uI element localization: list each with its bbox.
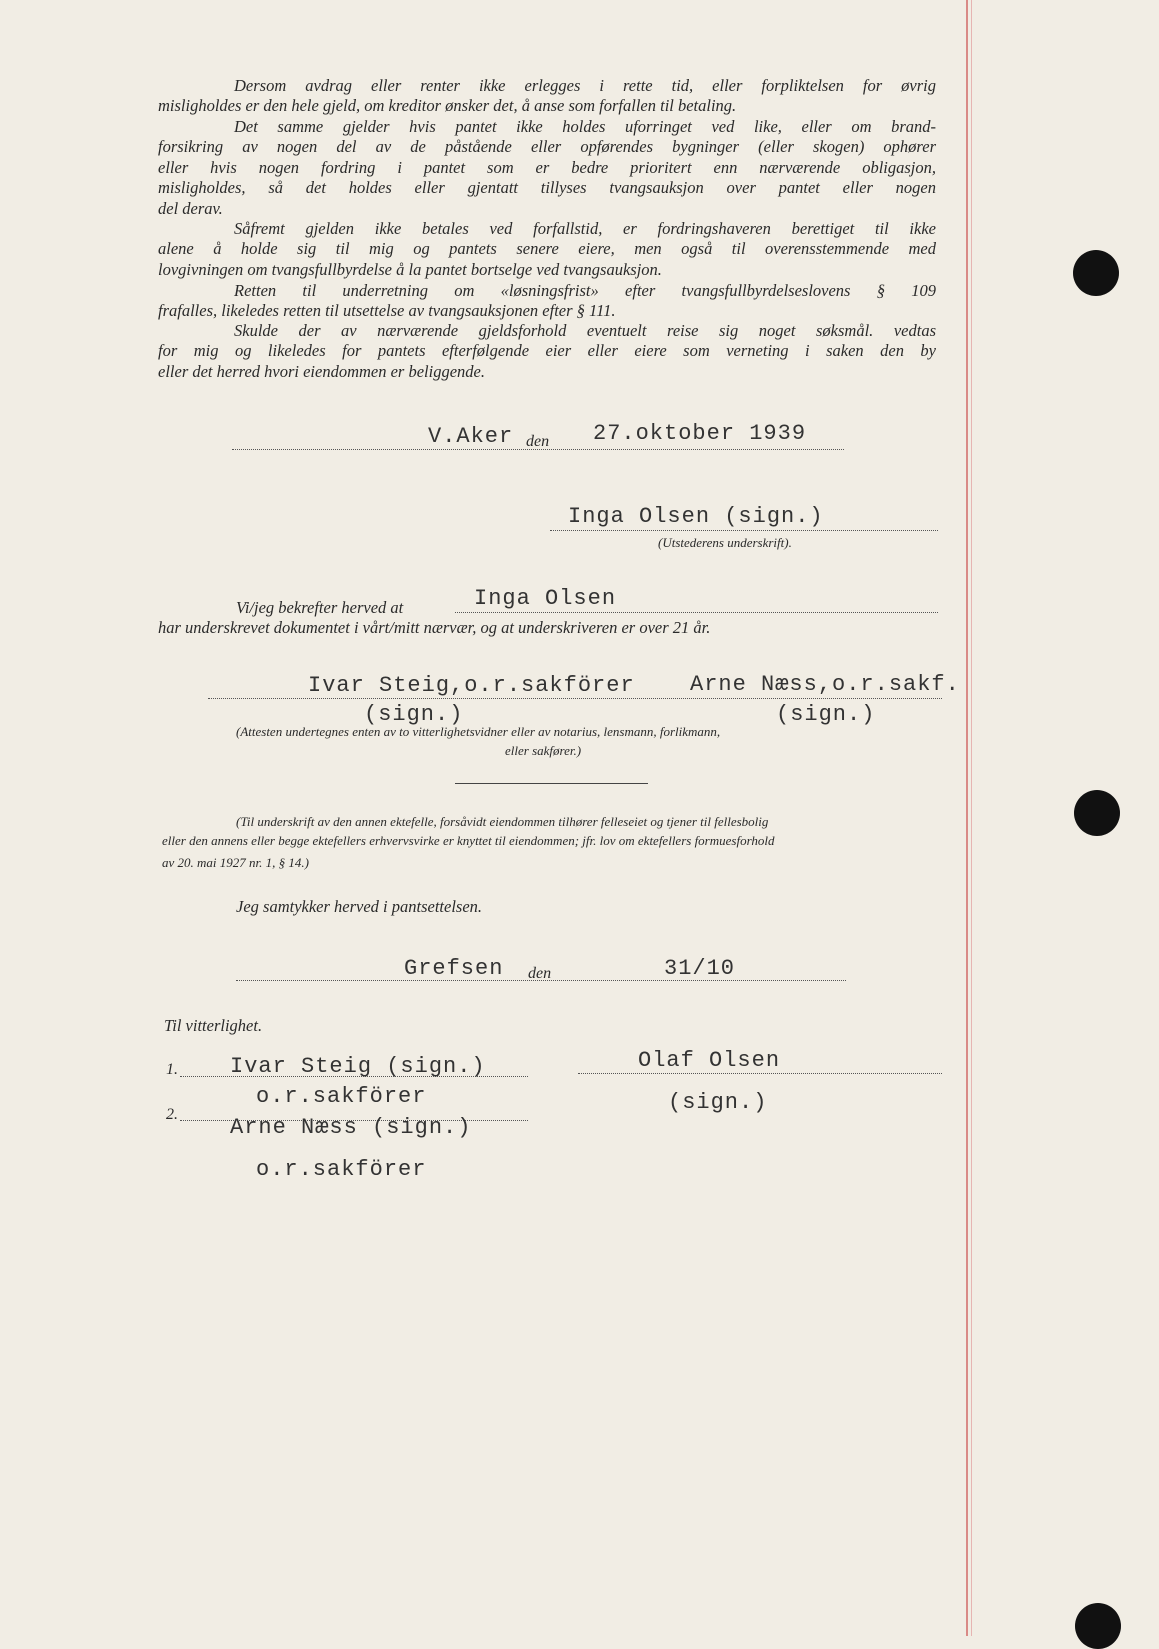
terms-paragraph-2 — [158, 117, 936, 219]
spouse-signer-sign: (sign.) — [668, 1090, 768, 1115]
confirm-line2: har underskrevet dokumentet i vårt/mitt nærvær, og at underskriveren er over 21 år. — [158, 618, 711, 637]
witness-signature-line — [208, 698, 942, 699]
vitterlighet-heading: Til vitterlighet. — [164, 1016, 263, 1035]
witness-2-sign: (sign.) — [776, 702, 876, 727]
confirm-name-line — [455, 612, 938, 613]
text-line: eller det herred hvori eiendommen er beliggende. — [158, 361, 485, 381]
spouse-note-line: eller den annens eller begge ektefellers erhvervsvirke er knyttet til eiendommen; jfr. lov om ektefellers formuesforhold — [162, 833, 775, 848]
witness-number-2: 2. — [166, 1106, 178, 1123]
terms-paragraph-4 — [158, 281, 936, 322]
vitterlighet-witness-2-title: o.r.sakförer — [256, 1157, 427, 1182]
punch-hole — [1073, 250, 1119, 296]
margin-rule-secondary — [971, 0, 972, 1636]
text-line: Skulde der av nærværende gjeldsforhold eventuelt reise sig noget søksmål. vedtas — [234, 321, 936, 340]
text-line: forsikring av nogen del av de påstående eller opførendes bygninger (eller skogen) ophører — [158, 137, 936, 157]
spouse-signature-line — [578, 1073, 942, 1074]
text-line: eller hvis nogen fordring i pantet som er bedre prioritert enn nærværende obligasjon, — [158, 157, 936, 177]
text-line: alene å holde sig til mig og pantets senere eiere, men også til overensstemmende med — [158, 239, 936, 259]
witness-number-1: 1. — [166, 1061, 178, 1078]
vitterlighet-witness-1-title: o.r.sakförer — [256, 1084, 427, 1109]
text-line: lovgivningen om tvangsfullbyrdelse å la pantet bortselge ved tvangsauksjon. — [158, 259, 662, 279]
issuer-signature-line — [550, 530, 938, 531]
text-line: Det samme gjelder hvis pantet ikke holdes uforringet ved like, eller om brand- — [234, 117, 936, 136]
punch-hole — [1074, 790, 1120, 836]
vitterlighet-witness-2: Arne Næss (sign.) — [230, 1115, 472, 1140]
witness-caption-2: eller sakfører.) — [505, 743, 582, 758]
place-value: V.Aker — [428, 424, 514, 449]
margin-rule — [966, 0, 968, 1636]
spouse-note-line: av 20. mai 1927 nr. 1, § 14.) — [162, 855, 309, 870]
confirm-prefix: Vi/jeg bekrefter herved at — [236, 598, 404, 617]
text-line: del derav. — [158, 198, 223, 218]
date-value: 27.oktober 1939 — [593, 421, 807, 446]
vitterlighet-witness-1: Ivar Steig (sign.) — [230, 1054, 486, 1079]
den-label: den — [526, 433, 550, 450]
witness-caption: (Attesten undertegnes enten av to vitterlighetsvidner eller av notarius, lensmann, forlikmann, — [236, 724, 721, 739]
text-line: frafalles, likeledes retten til utsettelse av tvangsauksjonen efter § 111. — [158, 301, 616, 321]
issuer-caption: (Utstederens underskrift). — [658, 535, 792, 550]
witness-1: Ivar Steig,o.r.sakförer — [308, 673, 635, 698]
text-line: misligholdes er den hele gjeld, om kreditor ønsker det, å anse som forfallen til betaling. — [158, 96, 737, 116]
terms-paragraph-3 — [158, 219, 936, 280]
consent-text: Jeg samtykker herved i pantsettelsen. — [236, 897, 483, 916]
text-line: misligholdes, så det holdes eller gjentatt tillyses tvangsauksjon over pantet eller nogen — [158, 178, 936, 198]
den-label-2: den — [528, 965, 552, 982]
date-value-2: 31/10 — [664, 956, 736, 981]
text-line: for mig og likeledes for pantets efterfølgende eier eller eiere som verneting i saken den by — [158, 341, 936, 361]
terms-paragraph-1 — [158, 76, 936, 117]
spouse-signer: Olaf Olsen — [638, 1048, 781, 1073]
place-value-2: Grefsen — [404, 956, 504, 981]
separator-line — [455, 783, 648, 784]
spouse-note-line: (Til underskrift av den annen ektefelle, forsåvidt eiendommen tilhører felleseiet og tjener til fellesbolig — [236, 814, 769, 829]
witness-1-sign: (sign.) — [364, 702, 464, 727]
punch-hole — [1075, 1603, 1121, 1649]
confirm-name: Inga Olsen — [474, 586, 617, 611]
terms-paragraph-5 — [158, 321, 936, 382]
text-line: Retten til underretning om «løsningsfrist» efter tvangsfullbyrdelseslovens § 109 — [234, 281, 936, 300]
witness-2: Arne Næss,o.r.sakf. — [690, 672, 960, 697]
text-line: Såfremt gjelden ikke betales ved forfallstid, er fordringshaveren berettiget til ikke — [234, 219, 936, 238]
issuer-signature: Inga Olsen (sign.) — [568, 504, 824, 529]
text-line: Dersom avdrag eller renter ikke erlegges i rette tid, eller forpliktelsen for øvrig — [234, 76, 936, 95]
